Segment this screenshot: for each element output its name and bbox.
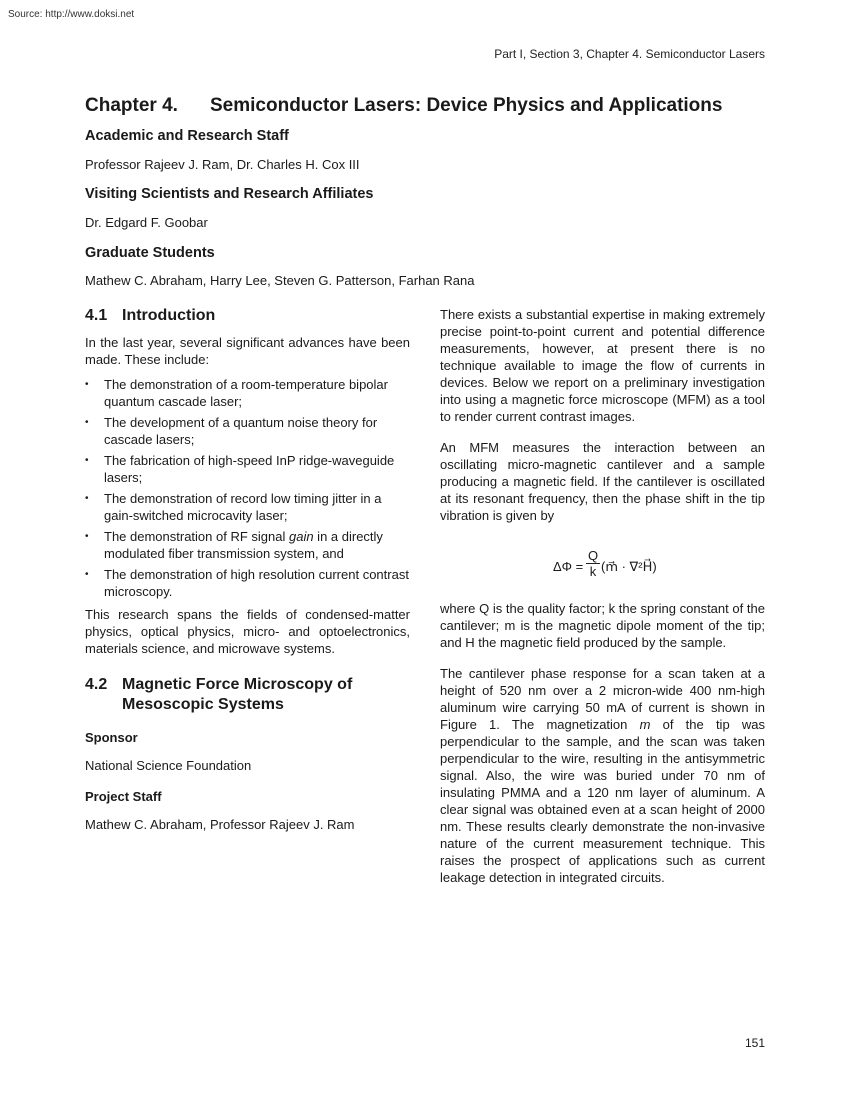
staff-heading-students: Graduate Students <box>85 245 215 261</box>
staff-text-visiting: Dr. Edgard F. Goobar <box>85 215 208 230</box>
list-item: • The demonstration of record low timing jitter in a gain-switched microcavity laser; <box>85 491 382 523</box>
equation-numerator: Q <box>587 548 599 563</box>
equation-denominator: k <box>589 564 597 579</box>
paragraph-4: The cantilever phase response for a scan taken at a height of 520 nm over a 2 micron-wide 400 nm-high aluminum wire carrying 50 mA of current is shown in Figure 1. The magnetization m of the tip was perpendicular to the sample, and the scan was taken perpendicular to the wire, resulting in the antisymmetric signal. Also, the wire was buried under 70 nm of insulating PMMA and a 120 nm layer of aluminum. A clear signal was obtained even at a scan height of 2000 nm. These results clearly demonstrate the non-invasive nature of the current measurement technique. This raises the prospect of applications such as current leakage detection in integrated circuits. <box>440 666 765 885</box>
chapter-number: Chapter 4. <box>85 95 178 116</box>
intro-paragraph: In the last year, several significant advances have been made. These include: <box>85 335 410 367</box>
project-staff-text: Mathew C. Abraham, Professor Rajeev J. Ram <box>85 817 355 832</box>
source-url: Source: http://www.doksi.net <box>8 9 135 20</box>
right-column <box>440 306 765 886</box>
bullet-icon: • <box>85 531 89 542</box>
list-item: • The fabrication of high-speed InP ridge-waveguide lasers; <box>85 453 395 485</box>
project-staff-heading: Project Staff <box>85 789 162 804</box>
paragraph-3: where Q is the quality factor; k the spring constant of the cantilever; m is the magnetic dipole moment of the tip; and H the magnetic field produced by the sample. <box>440 601 765 650</box>
page-number: 151 <box>744 1036 765 1050</box>
chapter-title: Semiconductor Lasers: Device Physics and Applications <box>210 95 723 116</box>
staff-heading-academic: Academic and Research Staff <box>85 128 289 144</box>
phase-shift-equation <box>440 546 765 586</box>
paragraph-1: There exists a substantial expertise in making extremely precise point-to-point current and potential difference measurements, however, at present there is no technique available to image the flow of currents in devices. Below we report on a preliminary investigation into using a magnetic force microscope (MFM) as a tool to render current contrast images. <box>440 307 765 424</box>
list-item: • The demonstration of a room-temperature bipolar quantum cascade laser; <box>85 377 388 409</box>
bullet-icon: • <box>85 493 89 504</box>
sponsor-text: National Science Foundation <box>85 758 252 773</box>
section-heading-introduction: 4.1 Introduction <box>85 307 216 324</box>
bullet-icon: • <box>85 569 89 580</box>
list-item: • The demonstration of high resolution current contrast microscopy. <box>85 567 409 599</box>
bullet-icon: • <box>85 455 89 466</box>
equation-lhs: ΔΦ = <box>553 559 584 574</box>
chapter-heading <box>85 95 722 117</box>
equation-fraction <box>586 548 600 579</box>
staff-heading-visiting: Visiting Scientists and Research Affiliates <box>85 186 374 202</box>
closing-paragraph: This research spans the fields of condensed-matter physics, optical physics, micro- and optoelectronics, materials science, and microwave systems. <box>85 607 410 656</box>
bullet-icon: • <box>85 379 89 390</box>
section-heading-mfm: 4.2 Magnetic Force Microscopy of Mesoscopic Systems <box>85 676 353 713</box>
staff-text-students: Mathew C. Abraham, Harry Lee, Steven G. Patterson, Farhan Rana <box>85 273 475 288</box>
list-item: • The demonstration of RF signal gain in a directly modulated fiber transmission system, and <box>85 529 383 561</box>
staff-text-academic: Professor Rajeev J. Ram, Dr. Charles H. Cox III <box>85 157 360 172</box>
equation-rhs: (m⃗ · ∇²H⃗) <box>601 559 657 574</box>
running-header: Part I, Section 3, Chapter 4. Semiconductor Lasers <box>494 47 765 61</box>
sponsor-heading: Sponsor <box>85 730 138 745</box>
list-item: • The development of a quantum noise theory for cascade lasers; <box>85 415 378 447</box>
left-column <box>85 306 410 847</box>
paragraph-2: An MFM measures the interaction between an oscillating micro-magnetic cantilever and a sample producing a magnetic field. If the cantilever is oscillated at its resonant frequency, then the phase shift in the tip vibration is given by <box>440 440 765 523</box>
advances-list <box>85 376 410 600</box>
bullet-icon: • <box>85 417 89 428</box>
